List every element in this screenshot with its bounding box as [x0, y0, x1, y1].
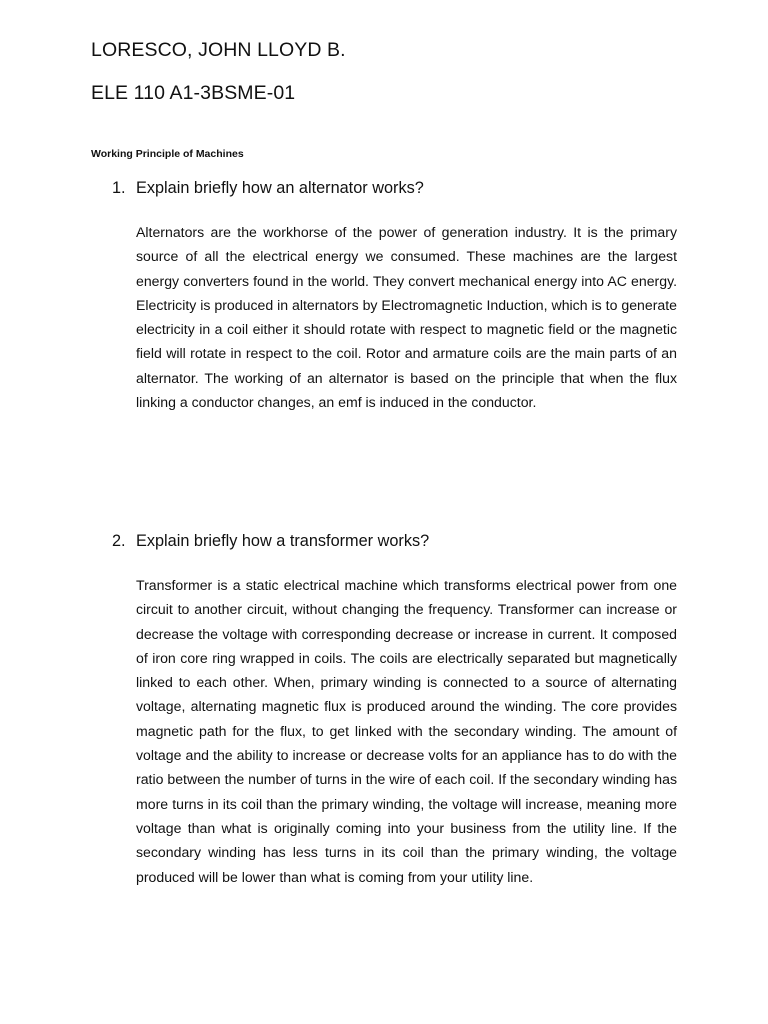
section-title: Working Principle of Machines — [91, 148, 244, 160]
answer-2: Transformer is a static electrical machine which transforms electrical power from one circuit to another circuit, without changing the frequency. Transformer can increase or decrease the voltage with corresponding decrease or increase in current. It composed of iron core ring wrapped in coils. The coils are electrically separated but magnetically linked to each other. When, primary winding is connected to a source of alternating voltage, alternating magnetic flux is produced around the winding. The core provides magnetic path for the flux, to get linked with the secondary winding. The amount of voltage and the ability to increase or decrease volts for an appliance has to do with the ratio between the number of turns in the wire of each coil. If the secondary winding has more turns in its coil than the primary winding, the voltage will increase, meaning more voltage than what is originally coming into your business from the utility line. If the secondary winding has less turns in its coil than the primary winding, the voltage produced will be lower than what is coming from your utility line. — [136, 577, 677, 885]
question-2 — [112, 530, 429, 552]
question-1-number: 1. — [112, 179, 126, 197]
student-name: LORESCO, JOHN LLOYD B. — [91, 39, 346, 61]
course-code: ELE 110 A1-3BSME-01 — [91, 82, 296, 104]
question-1 — [112, 177, 424, 199]
answer-1: Alternators are the workhorse of the power of generation industry. It is the primary source of all the electrical energy we consumed. These machines are the largest energy converters found in the world. They convert mechanical energy into AC energy. Electricity is produced in alternators by Electromagnetic Induction, which is to generate electricity in a coil either it should rotate with respect to magnetic field or the magnetic field will rotate in respect to the coil. Rotor and armature coils are the main parts of an alternator. The working of an alternator is based on the principle that when the flux linking a conductor changes, an emf is induced in the conductor. — [136, 224, 677, 411]
question-1-text: Explain briefly how an alternator works? — [136, 179, 424, 197]
question-2-number: 2. — [112, 532, 126, 550]
question-2-text: Explain briefly how a transformer works? — [136, 532, 430, 550]
